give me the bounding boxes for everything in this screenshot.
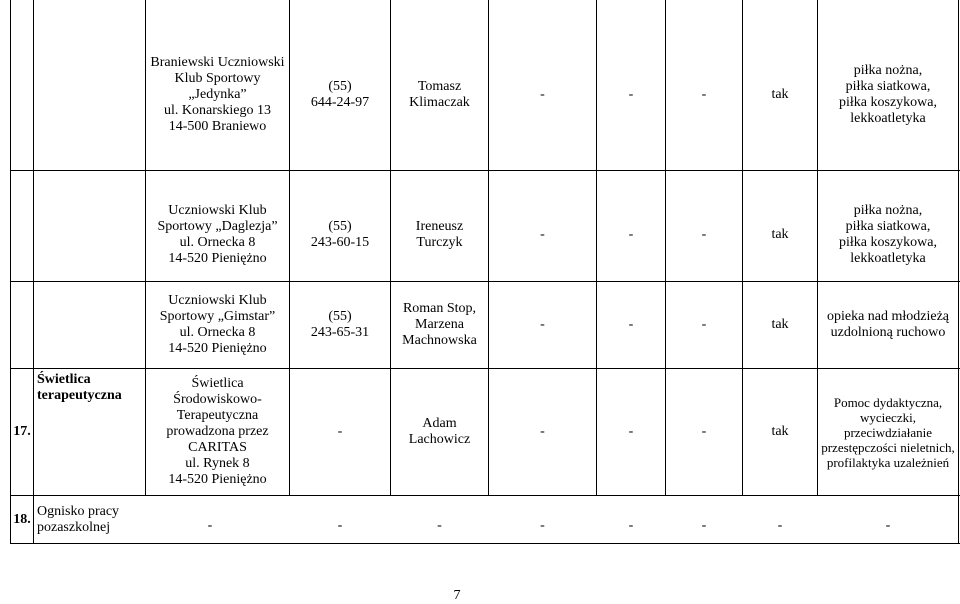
activity-description: piłka nożna, piłka siatkowa, piłka koszykowa, lekkoatletyka [839, 63, 937, 126]
org-name: - [207, 518, 213, 533]
value-c4: - [777, 518, 783, 533]
phone: - [337, 424, 343, 439]
row-number: 17. [13, 424, 31, 439]
category: Świetlica terapeutyczna [37, 372, 122, 403]
activity-description: Pomoc dydaktyczna, wycieczki, przeciwdziałanie przestępczości nieletnich, profilaktyka uzależnień [821, 394, 955, 470]
col-border [33, 0, 34, 544]
contact-person: Tomasz Klimaczak [409, 79, 470, 110]
contact-person: Adam Lachowicz [408, 416, 471, 447]
org-name: Uczniowski Klub Sportowy „Daglezja” ul. Ornecka 8 14-520 Pieniężno [157, 203, 278, 266]
value-c2: - [628, 87, 634, 102]
org-name: Świetlica Środowiskowo- Terapeutyczna prowadzona przez CARITAS ul. Rynek 8 14-520 Pieniężno [166, 376, 269, 487]
value-c3: - [701, 317, 707, 332]
value-c4: tak [771, 424, 789, 439]
value-c3: - [701, 227, 707, 242]
col-border [958, 0, 959, 544]
value-c2: - [628, 518, 634, 533]
phone: (55) 243-65-31 [310, 309, 370, 340]
activity-description: piłka nożna, piłka siatkowa, piłka koszykowa, lekkoatletyka [839, 203, 937, 266]
value-c1: - [540, 518, 545, 533]
org-name: Uczniowski Klub Sportowy „Gimstar” ul. Ornecka 8 14-520 Pieniężno [159, 293, 276, 356]
value-c4: tak [771, 317, 789, 332]
phone: - [337, 518, 343, 533]
row-number: 18. [13, 511, 31, 527]
value-c4: tak [771, 87, 789, 102]
value-c1: - [540, 87, 545, 102]
value-c1: - [540, 424, 545, 439]
contact-person: - [437, 518, 442, 533]
value-c3: - [701, 87, 707, 102]
phone: (55) 644-24-97 [310, 79, 370, 110]
row-border [10, 543, 960, 544]
contact-person: Roman Stop, Marzena Machnowska [402, 301, 477, 348]
value-c1: - [540, 227, 545, 242]
value-c2: - [628, 317, 634, 332]
page-number: 7 [453, 588, 461, 603]
value-c3: - [701, 424, 707, 439]
value-c2: - [628, 227, 634, 242]
contact-person: Ireneusz Turczyk [415, 219, 464, 250]
activity-description: - [885, 518, 891, 533]
org-name: Braniewski Uczniowski Klub Sportowy „Jedynka” ul. Konarskiego 13 14-500 Braniewo [150, 55, 285, 134]
value-c4: tak [771, 227, 789, 242]
activity-description: opieka nad młodzieżą uzdolnioną ruchowo [826, 309, 950, 340]
value-c3: - [701, 518, 707, 533]
phone: (55) 243-60-15 [310, 219, 370, 250]
value-c2: - [628, 424, 634, 439]
value-c1: - [540, 317, 545, 332]
category: Ognisko pracy pozaszkolnej [37, 503, 120, 535]
